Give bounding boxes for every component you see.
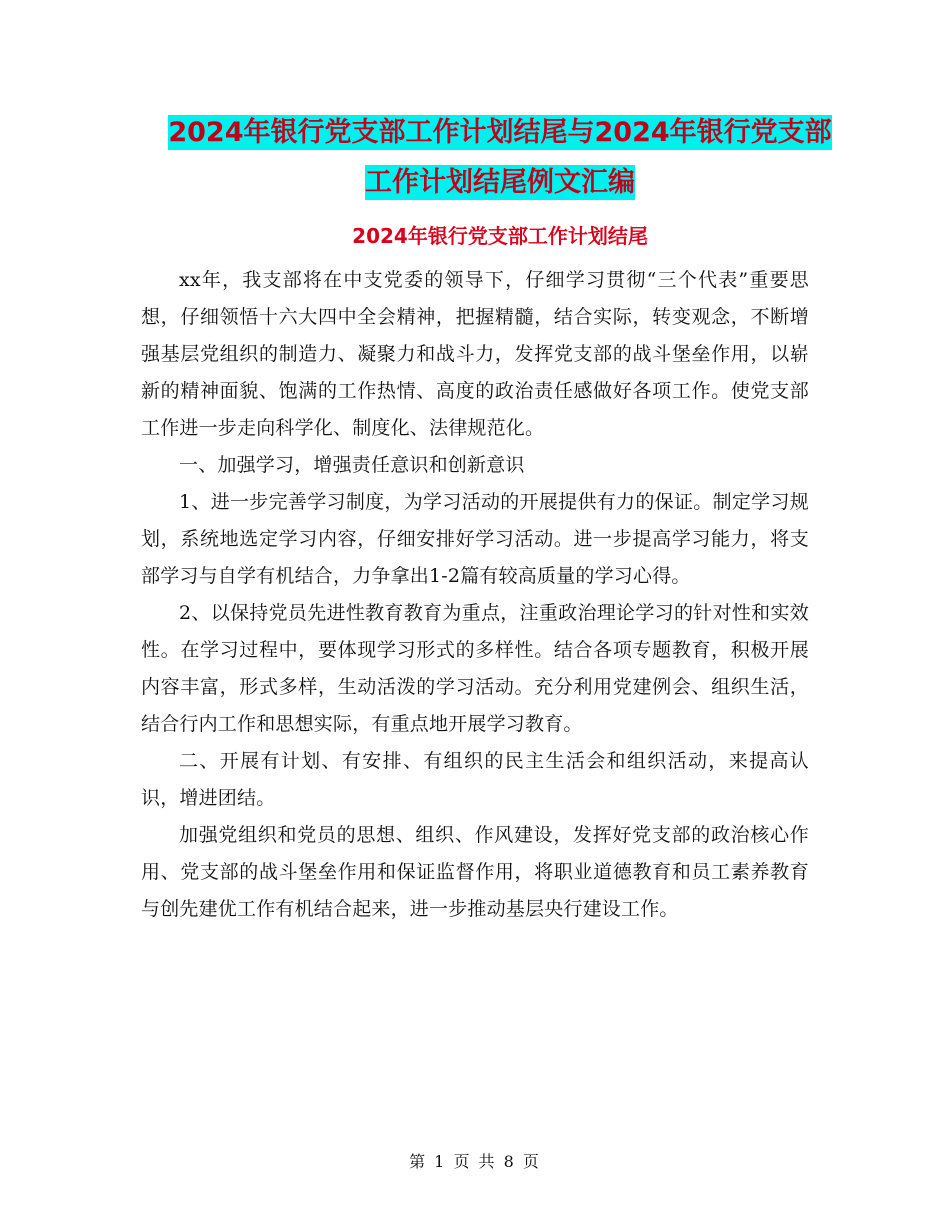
section-title: 2024年银行党支部工作计划结尾 bbox=[352, 224, 648, 248]
paragraph-intro: xx年，我支部将在中支党委的领导下，仔细学习贯彻“三个代表”重要思想，仔细领悟十六大四中全会精神，把握精髓，结合实际，转变观念，不断增强基层党组织的制造力、凝聚力和战斗力，发挥党支部的战斗堡垒作用，以崭新的精神面貌、饱满的工作热情、高度的政治责任感做好各项工作。使党支部工作进一步走向科学化、制度化、法律规范化。 bbox=[141, 269, 809, 439]
page-footer: 第 1 页 共 8 页 bbox=[409, 1152, 541, 1171]
document-title-line-1: 2024年银行党支部工作计划结尾与2024年银行党支部 bbox=[168, 117, 832, 148]
paragraph-item-2: 2、以保持党员先进性教育教育为重点，注重政治理论学习的针对性和实效性。在学习过程中，要体现学习形式的多样性。结合各项专题教育，积极开展内容丰富，形式多样，生动活泼的学习活动。充分利用党建例会、组织生活，结合行内工作和思想实际，有重点地开展学习教育。 bbox=[141, 602, 809, 735]
heading-section-1: 一、加强学习，增强责任意识和创新意识 bbox=[179, 454, 525, 476]
heading-section-2: 二、开展有计划、有安排、有组织的民主生活会和组织活动，来提高认识，增进团结。 bbox=[141, 750, 809, 809]
document-title-line-2: 工作计划结尾例文汇编 bbox=[365, 167, 635, 198]
document-title bbox=[140, 108, 860, 208]
document-body bbox=[141, 262, 809, 928]
paragraph-section-2-body: 加强党组织和党员的思想、组织、作风建设，发挥好党支部的政治核心作用、党支部的战斗堡垒作用和保证监督作用，将职业道德教育和员工素养教育与创先建优工作有机结合起来，进一步推动基层央行建设工作。 bbox=[141, 824, 809, 920]
paragraph-item-1: 1、进一步完善学习制度，为学习活动的开展提供有力的保证。制定学习规划，系统地选定学习内容，仔细安排好学习活动。进一步提高学习能力，将支部学习与自学有机结合，力争拿出1-2篇有较高质量的学习心得。 bbox=[141, 491, 809, 587]
